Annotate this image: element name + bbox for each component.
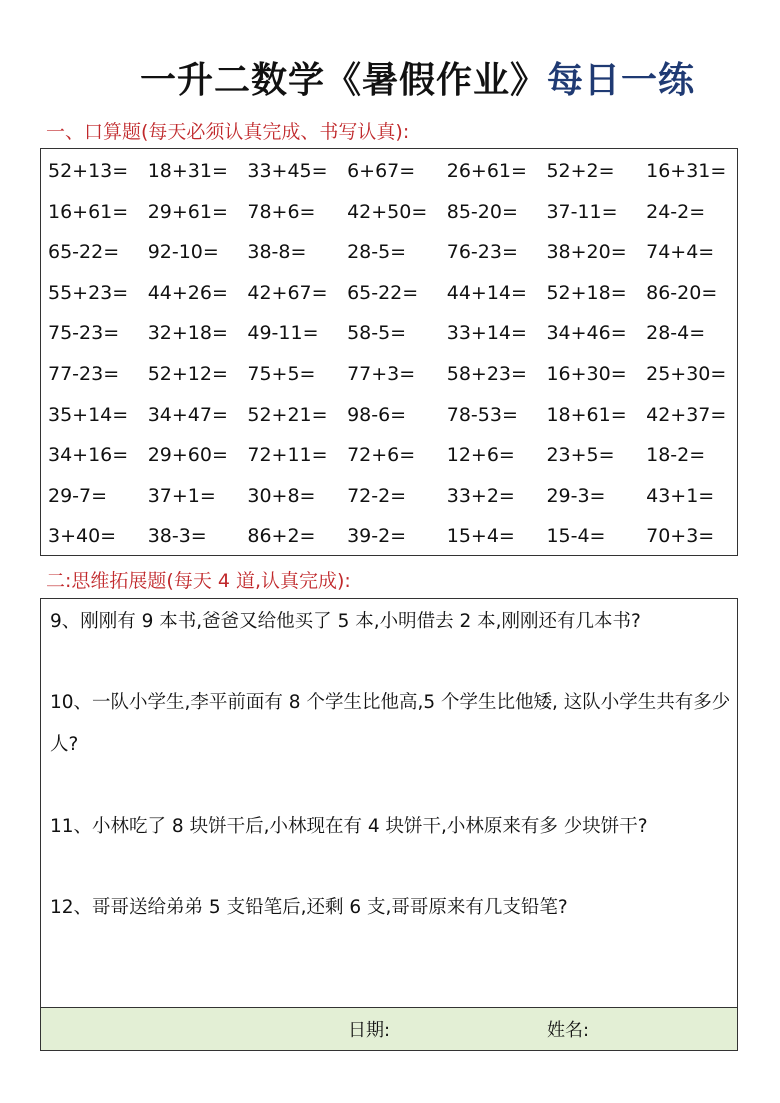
calc-problem: 92-10= <box>147 241 219 264</box>
calc-problem: 65-22= <box>48 241 120 264</box>
calc-problem: 44+14= <box>446 281 527 304</box>
calc-problem: 38-3= <box>147 525 207 548</box>
calc-problem: 77-23= <box>48 362 120 385</box>
calc-problem: 29+61= <box>147 200 228 223</box>
calc-problem: 85-20= <box>446 200 518 223</box>
calc-problem: 23+5= <box>546 444 615 467</box>
section1-heading: 一、口算题(每天必须认真完成、书写认真): <box>46 121 410 143</box>
calc-problem: 33+2= <box>446 484 515 507</box>
calc-problem: 29-3= <box>546 484 606 507</box>
calc-problem: 38+20= <box>546 241 627 264</box>
calc-problem: 52+21= <box>247 403 328 426</box>
calc-problem: 75-23= <box>48 322 120 345</box>
calc-problem: 34+47= <box>147 403 228 426</box>
calc-problem: 16+61= <box>48 200 129 223</box>
calc-problem: 65-22= <box>347 281 419 304</box>
calc-problem: 26+61= <box>446 160 527 182</box>
calc-problem: 58-5= <box>347 322 407 345</box>
calc-problem: 16+30= <box>546 362 627 385</box>
calc-problem: 12+6= <box>446 444 515 467</box>
calc-problem: 37+1= <box>147 484 216 507</box>
calc-problem: 72-2= <box>347 484 407 507</box>
word-problems-box <box>40 598 738 1051</box>
calc-problem: 49-11= <box>247 322 319 345</box>
date-label: 日期: <box>348 1020 391 1041</box>
word-problem-11: 11、小林吃了 8 块饼干后,小林现在有 4 块饼干,小林原来有多 少块饼干? <box>50 816 648 837</box>
calc-problem: 70+3= <box>646 525 715 548</box>
calc-problem: 33+45= <box>247 160 328 182</box>
calc-problem: 28-4= <box>646 322 706 345</box>
mental-math-grid <box>48 156 738 562</box>
calc-problem: 34+16= <box>48 444 129 467</box>
calc-problem: 72+11= <box>247 444 328 467</box>
calc-problem: 52+13= <box>48 160 129 182</box>
calc-problem: 34+46= <box>546 322 627 345</box>
calc-problem: 98-6= <box>347 403 407 426</box>
calc-problem: 55+23= <box>48 281 129 304</box>
word-problem-12: 12、哥哥送给弟弟 5 支铅笔后,还剩 6 支,哥哥原来有几支铅笔? <box>50 897 568 918</box>
calc-problem: 42+50= <box>347 200 428 223</box>
calc-problem: 43+1= <box>646 484 715 507</box>
calc-problem: 86-20= <box>646 281 718 304</box>
calc-problem: 25+30= <box>646 362 727 385</box>
calc-problem: 42+67= <box>247 281 328 304</box>
word-problem-9: 9、刚刚有 9 本书,爸爸又给他买了 5 本,小明借去 2 本,刚刚还有几本书? <box>50 611 641 632</box>
calc-problem: 6+67= <box>347 160 416 182</box>
calc-problem: 42+37= <box>646 403 727 426</box>
word-problem-10: 10、一队小学生,李平前面有 8 个学生比他高,5 个学生比他矮, 这队小学生共有多少人? <box>50 692 731 755</box>
mental-math-box <box>40 148 738 556</box>
calc-problem: 37-11= <box>546 200 618 223</box>
calc-problem: 86+2= <box>247 525 316 548</box>
footer-bar <box>41 1007 737 1050</box>
calc-problem: 18+31= <box>147 160 228 182</box>
calc-problem: 28-5= <box>347 241 407 264</box>
section2-heading: 二:思维拓展题(每天 4 道,认真完成): <box>46 570 351 592</box>
calc-problem: 35+14= <box>48 403 129 426</box>
calc-problem: 16+31= <box>646 160 727 182</box>
calc-problem: 29-7= <box>48 484 108 507</box>
calc-problem: 75+5= <box>247 362 316 385</box>
calc-problem: 18-2= <box>646 444 706 467</box>
calc-problem: 24-2= <box>646 200 706 223</box>
calc-problem: 44+26= <box>147 281 228 304</box>
calc-problem: 3+40= <box>48 525 117 548</box>
title-accent: 每日一练 <box>547 60 696 101</box>
calc-problem: 74+4= <box>646 241 715 264</box>
calc-problem: 52+12= <box>147 362 228 385</box>
calc-problem: 30+8= <box>247 484 316 507</box>
calc-problem: 38-8= <box>247 241 307 264</box>
calc-problem: 58+23= <box>446 362 527 385</box>
calc-problem: 15+4= <box>446 525 515 548</box>
calc-problem: 52+18= <box>546 281 627 304</box>
calc-problem: 72+6= <box>347 444 416 467</box>
calc-problem: 52+2= <box>546 160 615 182</box>
calc-problem: 76-23= <box>446 241 518 264</box>
calc-problem: 32+18= <box>147 322 228 345</box>
calc-problem: 18+61= <box>546 403 627 426</box>
calc-problem: 78+6= <box>247 200 316 223</box>
title-main: 一升二数学《暑假作业》 <box>140 60 548 101</box>
calc-problem: 39-2= <box>347 525 407 548</box>
name-label: 姓名: <box>547 1020 590 1041</box>
calc-problem: 77+3= <box>347 362 416 385</box>
page-title <box>140 52 760 108</box>
calc-problem: 78-53= <box>446 403 518 426</box>
calc-problem: 29+60= <box>147 444 228 467</box>
calc-problem: 15-4= <box>546 525 606 548</box>
calc-problem: 33+14= <box>446 322 527 345</box>
